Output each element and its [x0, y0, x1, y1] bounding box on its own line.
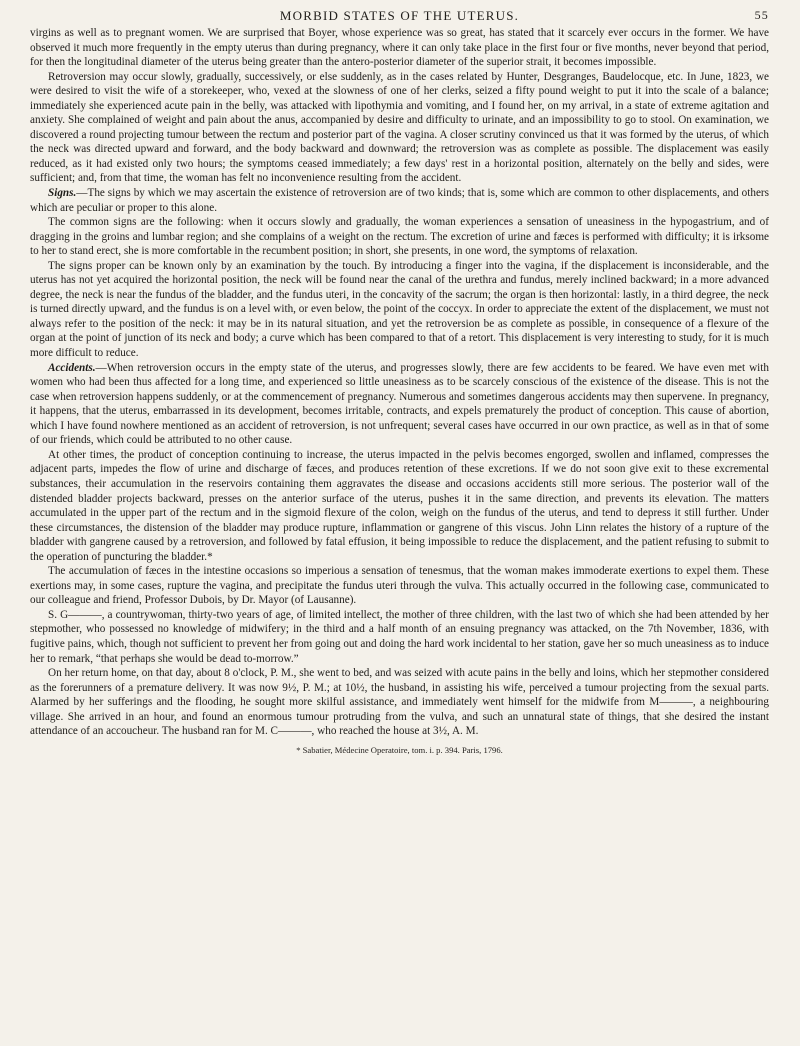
- body-text: [30, 26, 769, 739]
- paragraph-accidents: [30, 361, 769, 448]
- page-number: 55: [754, 8, 769, 22]
- paragraph-text: —When retroversion occurs in the empty state of the uterus, and progresses slowly, there are few accidents to be feared. We have even met with women who had been thus affected for a long time, and experienced so little uneasiness as to be scarcely conscious of the existence of the disease. This is not the case when retroversion happens suddenly, or at the commencement of pregnancy. Numerous and sometimes dangerous accidents may then supervene. In pregnancy, it happens, that the uterus, embarrassed in its development, becomes irritable, contracts, and expels prematurely the product of conception. This cause of abortion, which I have found nowhere mentioned as an accident of retroversion, is not unfrequent; several cases have occurred in our own practice, as well as in that of some of our friends, which could be attributed to no other cause.: [30, 361, 769, 447]
- section-heading-accidents: Accidents.: [48, 361, 96, 374]
- section-heading-signs: Signs.: [48, 187, 77, 200]
- page-title: MORBID STATES OF THE UTERUS.: [279, 8, 520, 23]
- paragraph: On her return home, on that day, about 8 o'clock, P. M., she went to bed, and was seized with acute pains in the belly and loins, which her stepmother considered as the forerunners of a premature delivery. It was now 9½, P. M.; at 10½, the husband, in assisting his wife, perceived a tumour projecting from the sexual parts. Alarmed by her sufferings and the flooding, he sought more skilful assistance, and immediately went himself for the midwife from M———, a neighbouring village. She arrived in an hour, and found an enormous tumour protruding from the vulva, and such an unnatural state of things, that she desired the instant attendance of an accoucheur. The husband ran for M. C———, who reached the house at 3½, A. M.: [30, 667, 769, 738]
- paragraph: virgins as well as to pregnant women. We are surprised that Boyer, whose experience was so great, has stated that it scarcely ever occurs in the former. We have observed it much more frequently in the empty uterus than during pregnancy, where it can only take place in the first four or five months, never beyond that period, for then the longitudinal diameter of the uterus being greater than the antero-posterior diameter of the superior strait, it becomes impossible.: [30, 27, 769, 69]
- paragraph: The accumulation of fæces in the intestine occasions so imperious a sensation of tenesmus, that the woman makes immoderate exertions to expel them. These exertions may, in some cases, rupture the vagina, and precipitate the fundus uteri through the vulva. This actually occurred in the following case, communicated to our colleague and friend, Professor Dubois, by Dr. Mayor (of Lausanne).: [30, 565, 769, 607]
- paragraph: The signs proper can be known only by an examination by the touch. By introducing a finger into the vagina, if the displacement is inconsiderable, and the uterus has not yet acquired the horizontal position, the neck will be found near the canal of the urethra and fundus, merely inclined backward; in a more advanced degree, the neck is near the fundus of the bladder, and the fundus uteri, in the concavity of the sacrum; the organ is then horizontal: lastly, in a third degree, the neck is turned directly upward, and the fundus is on a level with, or even below, the point of the coccyx. In order to appreciate the extent of the displacement, we must not always refer to the position of the neck: it may be in its natural situation, and yet the retroversion be as complete as possible, in consequence of a flexure of the organ at the point of junction of its neck and body; a curve which has been compared to that of a retort. This displacement is very interesting to study, for it is much more difficult to reduce.: [30, 259, 769, 360]
- paragraph: Retroversion may occur slowly, gradually, successively, or else suddenly, as in the cases related by Hunter, Desgranges, Baudelocque, etc. In June, 1823, we were desired to visit the wife of a storekeeper, who, vexed at the slowness of one of her clerks, seized a fifty pound weight to put it into the scale of a balance; immediately she experienced acute pain in the belly, was attacked with lipothymia and vomiting, and I found her, on my arrival, in a state of extreme agitation and anxiety. She complained of weight and pain about the anus, accompanied by desire and difficulty to urinate, and an impossibility to go to stool. On examination, we discovered a round projecting tumour between the rectum and posterior part of the vagina. A closer scrutiny convinced us that it was formed by the uterus, of which the neck was directed upward and forward, and the body backward and downward; the retroversion was as complete as possible. The displacement was easily reduced, as it had existed only two hours; the symptoms ceased immediately; a few days' rest in a horizontal position, alternately on the belly and sides, were sufficient; and, from that time, the woman has felt no inconvenience resulting from the accident.: [30, 70, 769, 185]
- paragraph-signs: [30, 186, 769, 215]
- paragraph: The common signs are the following: when it occurs slowly and gradually, the woman experiences a sensation of uneasiness in the hypogastrium, and of dragging in the groins and lumbar region; and she complains of a weight on the rectum. The excretion of urine and fæces is performed with difficulty; it is irksome to her to stand erect, she is more comfortable in the recumbent position; in short, she presents, in one word, the symptoms of relaxation.: [30, 216, 769, 258]
- paragraph: At other times, the product of conception continuing to increase, the uterus impacted in the pelvis becomes engorged, swollen and inflamed, compresses the adjacent parts, impedes the flow of urine and discharge of fæces, and produces retention of these excretions. If we do not soon give exit to these excremental substances, their accumulation in the reservoirs containing them aggravates the disease and occasions accidents still more serious. The posterior wall of the distended bladder projects backward, presses on the anterior surface of the uterus, pushes it in the same direction, and prevents its elevation. The matters accumulated in the upper part of the rectum and in the sigmoid flexure of the colon, weigh on the fundus of the uterus, and tend to depress it still further. Under these circumstances, the distension of the bladder may produce rupture, inflammation or gangrene of this viscus. John Linn relates the history of a rupture of the bladder with gangrene caused by a retroversion, and followed by fatal effusion, it being impossible to reduce the displacement, and the patient refusing to submit to the operation of puncturing the bladder.*: [30, 448, 769, 563]
- footnote: * Sabatier, Médecine Operatoire, tom. i. p. 394. Paris, 1796.: [296, 744, 503, 755]
- paragraph-text: —The signs by which we may ascertain the existence of retroversion are of two kinds; that is, some which are common to other displacements, and others which are peculiar or proper to this alone.: [30, 187, 769, 214]
- paragraph: S. G———, a countrywoman, thirty-two years of age, of limited intellect, the mother of three children, with the last two of which she had been attended by her stepmother, who possessed no knowledge of midwifery; in the third and a half month of an ensuing pregnancy was attacked, on the 7th November, 1836, with fugitive pains, which, though not sufficient to prevent her from going out and doing the hard work incidental to her station, gave her so much uneasiness as to induce her to remark, “that perhaps she would be dead to-morrow.”: [30, 608, 769, 665]
- running-head: [30, 8, 769, 26]
